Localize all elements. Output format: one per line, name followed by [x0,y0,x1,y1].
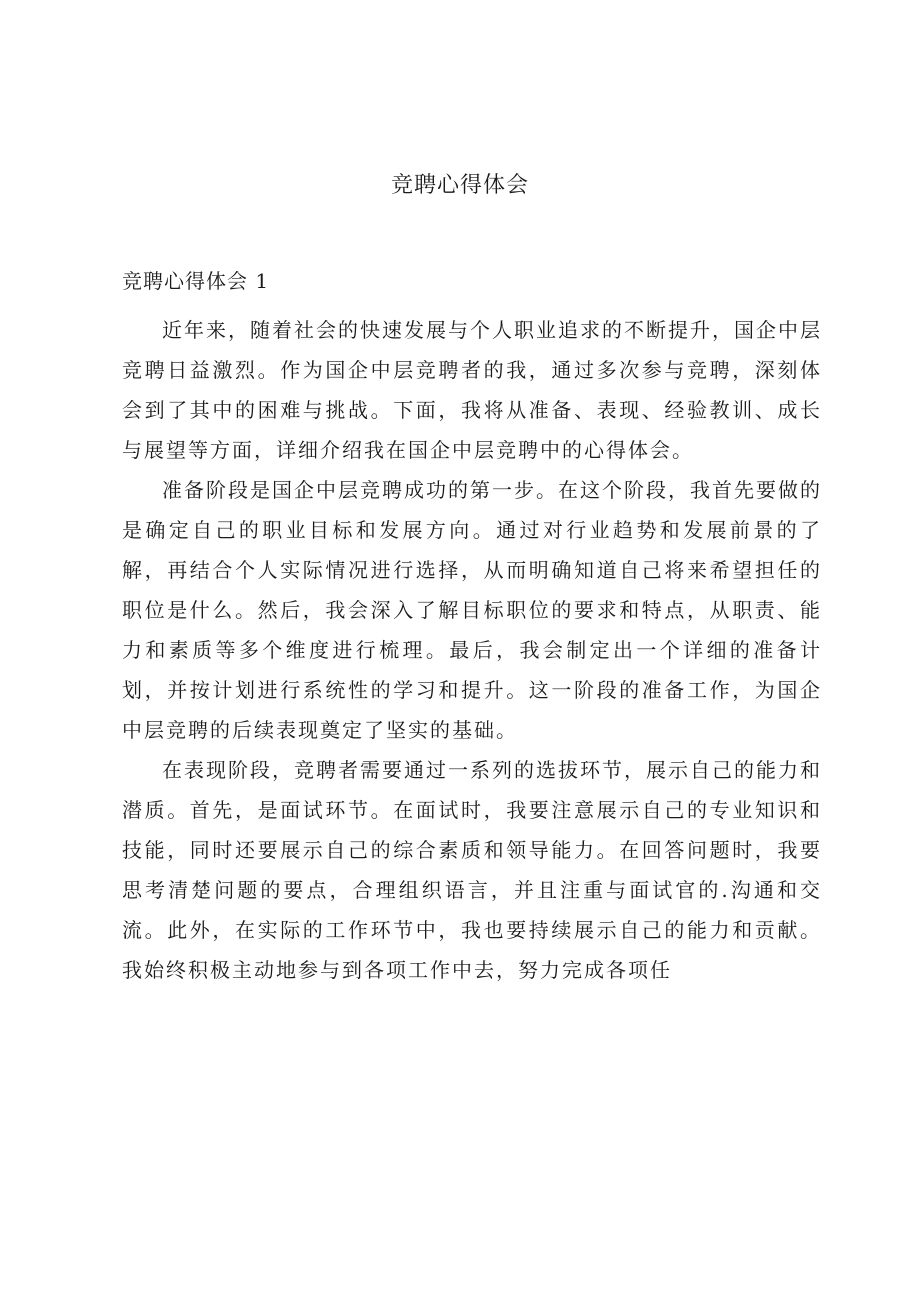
paragraph-preparation: 准备阶段是国企中层竞聘成功的第一步。在这个阶段，我首先要做的是确定自己的职业目标和发展方向。通过对行业趋势和发展前景的了解，再结合个人实际情况进行选择，从而明确知道自己将来希望担任的职位是什么。然后，我会深入了解目标职位的要求和特点，从职责、能力和素质等多个维度进行梳理。最后，我会制定出一个详细的准备计划，并按计划进行系统性的学习和提升。这一阶段的准备工作，为国企中层竞聘的后续表现奠定了坚实的基础。 [122,478,822,742]
document-body [122,310,822,990]
section-heading: 竞聘心得体会 1 [122,269,270,293]
paragraph-performance: 在表现阶段，竞聘者需要通过一系列的选拔环节，展示自己的能力和潜质。首先，是面试环节。在面试时，我要注意展示自己的专业知识和技能，同时还要展示自己的综合素质和领导能力。在回答问题时，我要思考清楚问题的要点，合理组织语言，并且注重与面试官的.沟通和交流。此外，在实际的工作环节中，我也要持续展示自己的能力和贡献。我始终积极主动地参与到各项工作中去，努力完成各项任 [122,758,822,982]
paragraph-intro: 近年来，随着社会的快速发展与个人职业追求的不断提升，国企中层竞聘日益激烈。作为国企中层竞聘者的我，通过多次参与竞聘，深刻体会到了其中的困难与挑战。下面，我将从准备、表现、经验教训、成长与展望等方面，详细介绍我在国企中层竞聘中的心得体会。 [122,318,822,462]
document-title: 竞聘心得体会 [390,173,529,198]
